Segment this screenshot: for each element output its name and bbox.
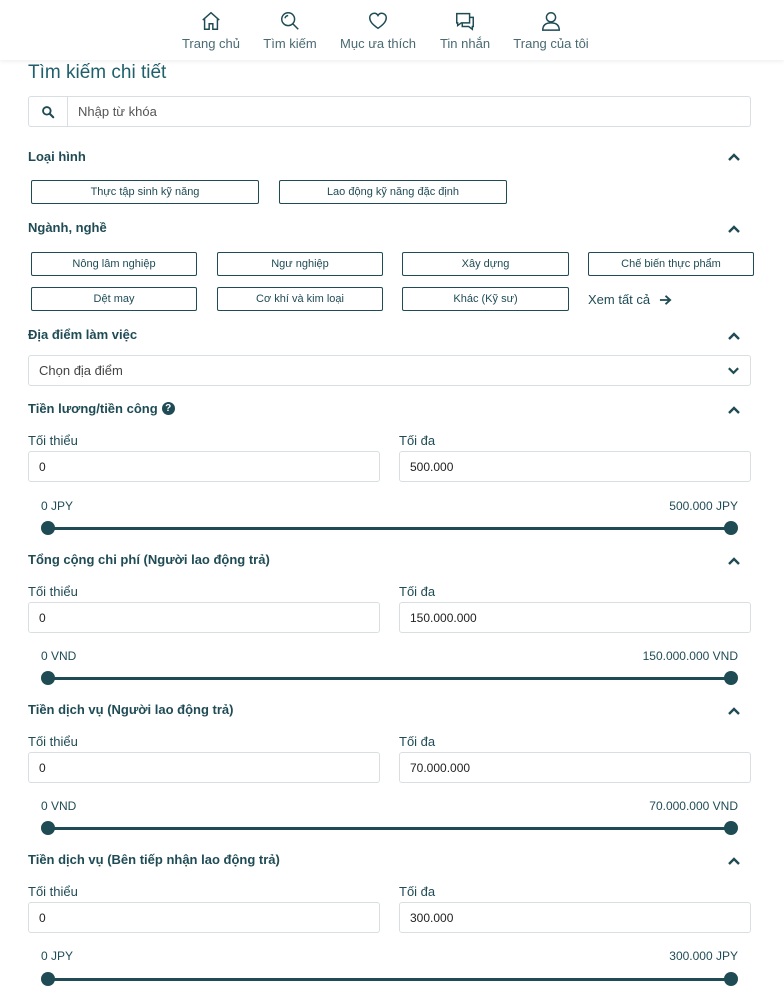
keyword-input[interactable] (68, 97, 750, 126)
nav-item-favorites[interactable] (341, 10, 415, 54)
chip-textile[interactable]: Dệt may (31, 287, 197, 311)
nav-item-home[interactable] (183, 10, 239, 54)
salary-title (28, 401, 175, 416)
service-fee-worker-max-label: Tối đa (399, 734, 436, 749)
chevron-up-icon (727, 556, 741, 566)
total-cost-max-label: Tối đa (399, 584, 436, 599)
salary-min-input[interactable]: 0 (28, 451, 380, 482)
chip-other-engineer[interactable]: Khác (Kỹ sư) (402, 287, 569, 311)
nav-label: Trang của tôi (513, 36, 589, 51)
service-fee-receiver-slider-min-handle[interactable] (41, 972, 55, 986)
location-select[interactable] (28, 355, 751, 386)
service-fee-worker-title: Tiền dịch vụ (Người lao động trả) (28, 702, 234, 717)
total-cost-range-max: 150.000.000 VND (642, 649, 738, 663)
chat-icon (454, 10, 476, 32)
nav-item-search[interactable] (263, 10, 317, 54)
service-fee-receiver-slider-max-handle[interactable] (724, 972, 738, 986)
salary-min-label: Tối thiểu (28, 433, 78, 448)
chevron-up-icon (727, 224, 741, 234)
service-fee-worker-max-input[interactable]: 70.000.000 (399, 752, 751, 783)
salary-range-max: 500.000 JPY (669, 499, 738, 513)
location-collapse[interactable] (727, 331, 741, 341)
nav-label: Mục ưa thích (340, 36, 416, 51)
total-cost-slider-max-handle[interactable] (724, 671, 738, 685)
salary-max-input[interactable]: 500.000 (399, 451, 751, 482)
chevron-up-icon (727, 706, 741, 716)
total-cost-slider-track[interactable] (47, 677, 732, 680)
service-fee-receiver-range-min: 0 JPY (41, 949, 74, 963)
industry-title: Ngành, nghề (28, 220, 107, 235)
service-fee-receiver-range-max: 300.000 JPY (669, 949, 738, 963)
service-fee-worker-min-input[interactable]: 0 (28, 752, 380, 783)
chip-construction[interactable]: Xây dựng (402, 252, 569, 276)
search-bar (28, 96, 751, 127)
job-type-title: Loại hình (28, 149, 86, 164)
page-title: Tìm kiếm chi tiết (28, 62, 167, 83)
service-fee-worker-slider-max-handle[interactable] (724, 821, 738, 835)
service-fee-worker-min-label: Tối thiểu (28, 734, 78, 749)
nav-label: Trang chủ (181, 36, 241, 51)
arrow-right-icon (659, 294, 672, 306)
total-cost-title: Tổng cộng chi phí (Người lao động trả) (28, 552, 270, 567)
user-icon (540, 10, 562, 32)
service-fee-worker-range-min: 0 VND (41, 799, 77, 813)
chip-fishery[interactable]: Ngư nghiệp (217, 252, 383, 276)
service-fee-worker-slider-min-handle[interactable] (41, 821, 55, 835)
chip-food-processing[interactable]: Chế biến thực phẩm (588, 252, 754, 276)
nav-label: Tin nhắn (439, 36, 491, 51)
chevron-up-icon (727, 405, 741, 415)
chevron-up-icon (727, 331, 741, 341)
location-select-value: Chọn địa điểm (39, 363, 123, 378)
total-cost-range-min: 0 VND (41, 649, 77, 663)
service-fee-worker-slider-track[interactable] (47, 827, 732, 830)
chip-agriculture[interactable]: Nông lâm nghiệp (31, 252, 197, 276)
total-cost-collapse[interactable] (727, 556, 741, 566)
location-title: Địa điểm làm việc (28, 327, 138, 342)
total-cost-slider-min-handle[interactable] (41, 671, 55, 685)
service-fee-receiver-max-label: Tối đa (399, 884, 436, 899)
search-icon (279, 10, 301, 32)
salary-slider-min-handle[interactable] (41, 521, 55, 535)
chip-mechanical[interactable]: Cơ khí và kim loại (217, 287, 383, 311)
chevron-up-icon (727, 856, 741, 866)
chip-specified-skilled[interactable]: Lao động kỹ năng đặc định (279, 180, 507, 204)
salary-slider-max-handle[interactable] (724, 521, 738, 535)
home-icon (200, 10, 222, 32)
nav-item-my-page[interactable] (514, 10, 588, 54)
industry-collapse[interactable] (727, 224, 741, 234)
see-all-label: Xem tất cả (588, 292, 651, 307)
top-nav (0, 0, 784, 60)
salary-slider-track[interactable] (47, 527, 732, 530)
nav-label: Tìm kiếm (263, 36, 317, 51)
see-all-link[interactable] (588, 292, 672, 307)
help-icon[interactable]: ? (162, 402, 175, 415)
service-fee-receiver-min-input[interactable]: 0 (28, 902, 380, 933)
job-type-collapse[interactable] (727, 152, 741, 162)
service-fee-receiver-collapse[interactable] (727, 856, 741, 866)
service-fee-receiver-title: Tiền dịch vụ (Bên tiếp nhận lao động trả) (28, 852, 280, 867)
salary-title-text: Tiền lương/tiền công (28, 401, 158, 416)
chip-technical-intern[interactable]: Thực tập sinh kỹ năng (31, 180, 259, 204)
service-fee-worker-collapse[interactable] (727, 706, 741, 716)
total-cost-min-input[interactable]: 0 (28, 602, 380, 633)
salary-range-min: 0 JPY (41, 499, 74, 513)
total-cost-min-label: Tối thiểu (28, 584, 78, 599)
salary-max-label: Tối đa (399, 433, 436, 448)
service-fee-worker-range-max: 70.000.000 VND (649, 799, 738, 813)
chevron-down-icon (727, 366, 740, 376)
service-fee-receiver-min-label: Tối thiểu (28, 884, 78, 899)
salary-collapse[interactable] (727, 405, 741, 415)
total-cost-max-input[interactable]: 150.000.000 (399, 602, 751, 633)
service-fee-receiver-max-input[interactable]: 300.000 (399, 902, 751, 933)
service-fee-receiver-slider-track[interactable] (47, 978, 732, 981)
heart-icon (367, 10, 389, 32)
chevron-up-icon (727, 152, 741, 162)
nav-item-messages[interactable] (440, 10, 490, 54)
search-icon (41, 105, 55, 119)
search-icon-box[interactable] (29, 97, 68, 126)
